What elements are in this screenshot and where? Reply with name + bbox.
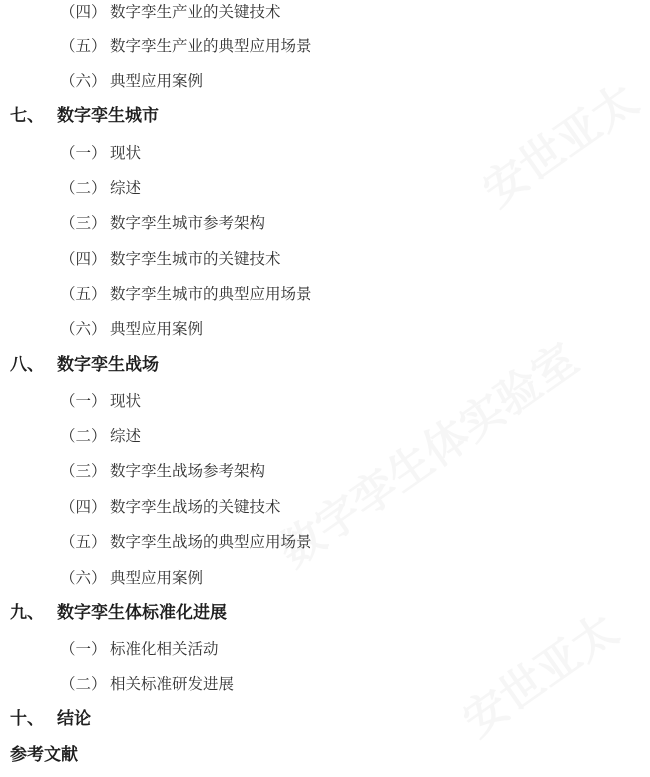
toc-entry-number: （六） <box>60 320 107 338</box>
toc-entry-number: （三） <box>60 462 107 480</box>
section-title: 结论 <box>57 709 91 729</box>
toc-entry-title: 数字孪生城市参考架构 <box>110 214 266 232</box>
toc-entry-number: （六） <box>60 72 107 90</box>
watermark <box>468 65 649 218</box>
toc-entry-title: 标准化相关活动 <box>110 640 219 658</box>
section-title: 数字孪生体标准化进展 <box>57 603 227 623</box>
toc-entry-number: （四） <box>60 498 107 516</box>
toc-entry-title: 数字孪生战场的典型应用场景 <box>110 533 312 551</box>
toc-entry-number: （五） <box>60 37 107 55</box>
toc-entry-title: 数字孪生城市的关键技术 <box>110 250 281 268</box>
toc-entry-number: （二） <box>60 675 107 693</box>
watermark <box>263 325 588 579</box>
toc-entry-title: 数字孪生战场的关键技术 <box>110 498 281 516</box>
toc-entry-title: 典型应用案例 <box>110 320 204 338</box>
toc-entry-title: 数字孪生战场参考架构 <box>110 462 266 480</box>
section-title: 数字孪生城市 <box>57 106 159 126</box>
toc-entry-number: （一） <box>60 144 107 162</box>
watermark <box>448 595 629 748</box>
section-title: 数字孪生战场 <box>57 355 159 375</box>
toc-entry-title: 典型应用案例 <box>110 569 204 587</box>
toc-entry-number: （四） <box>60 3 107 21</box>
toc-entry-number: （二） <box>60 427 107 445</box>
toc-entry-number: （五） <box>60 533 107 551</box>
toc-entry-number: （三） <box>60 214 107 232</box>
toc-entry-title: 数字孪生产业的典型应用场景 <box>110 37 312 55</box>
toc-entry-title: 现状 <box>110 392 142 410</box>
toc-entry-title: 相关标准研发进展 <box>110 675 235 693</box>
toc-entry-title: 综述 <box>110 427 142 445</box>
toc-entry-title: 综述 <box>110 179 142 197</box>
section-number: 七、 <box>10 106 44 126</box>
toc-entry-number: （四） <box>60 250 107 268</box>
toc-entry-number: （一） <box>60 392 107 410</box>
toc-entry-title: 典型应用案例 <box>110 72 204 90</box>
references-title: 参考文献 <box>10 745 78 765</box>
section-number: 八、 <box>10 355 44 375</box>
toc-entry-number: （五） <box>60 285 107 303</box>
toc-entry-title: 数字孪生城市的典型应用场景 <box>110 285 312 303</box>
toc-entry-number: （二） <box>60 179 107 197</box>
section-number: 十、 <box>10 709 44 729</box>
toc-entry-number: （一） <box>60 640 107 658</box>
toc-entry-title: 数字孪生产业的关键技术 <box>110 3 281 21</box>
toc-entry-number: （六） <box>60 569 107 587</box>
section-number: 九、 <box>10 603 44 623</box>
toc-entry-title: 现状 <box>110 144 142 162</box>
